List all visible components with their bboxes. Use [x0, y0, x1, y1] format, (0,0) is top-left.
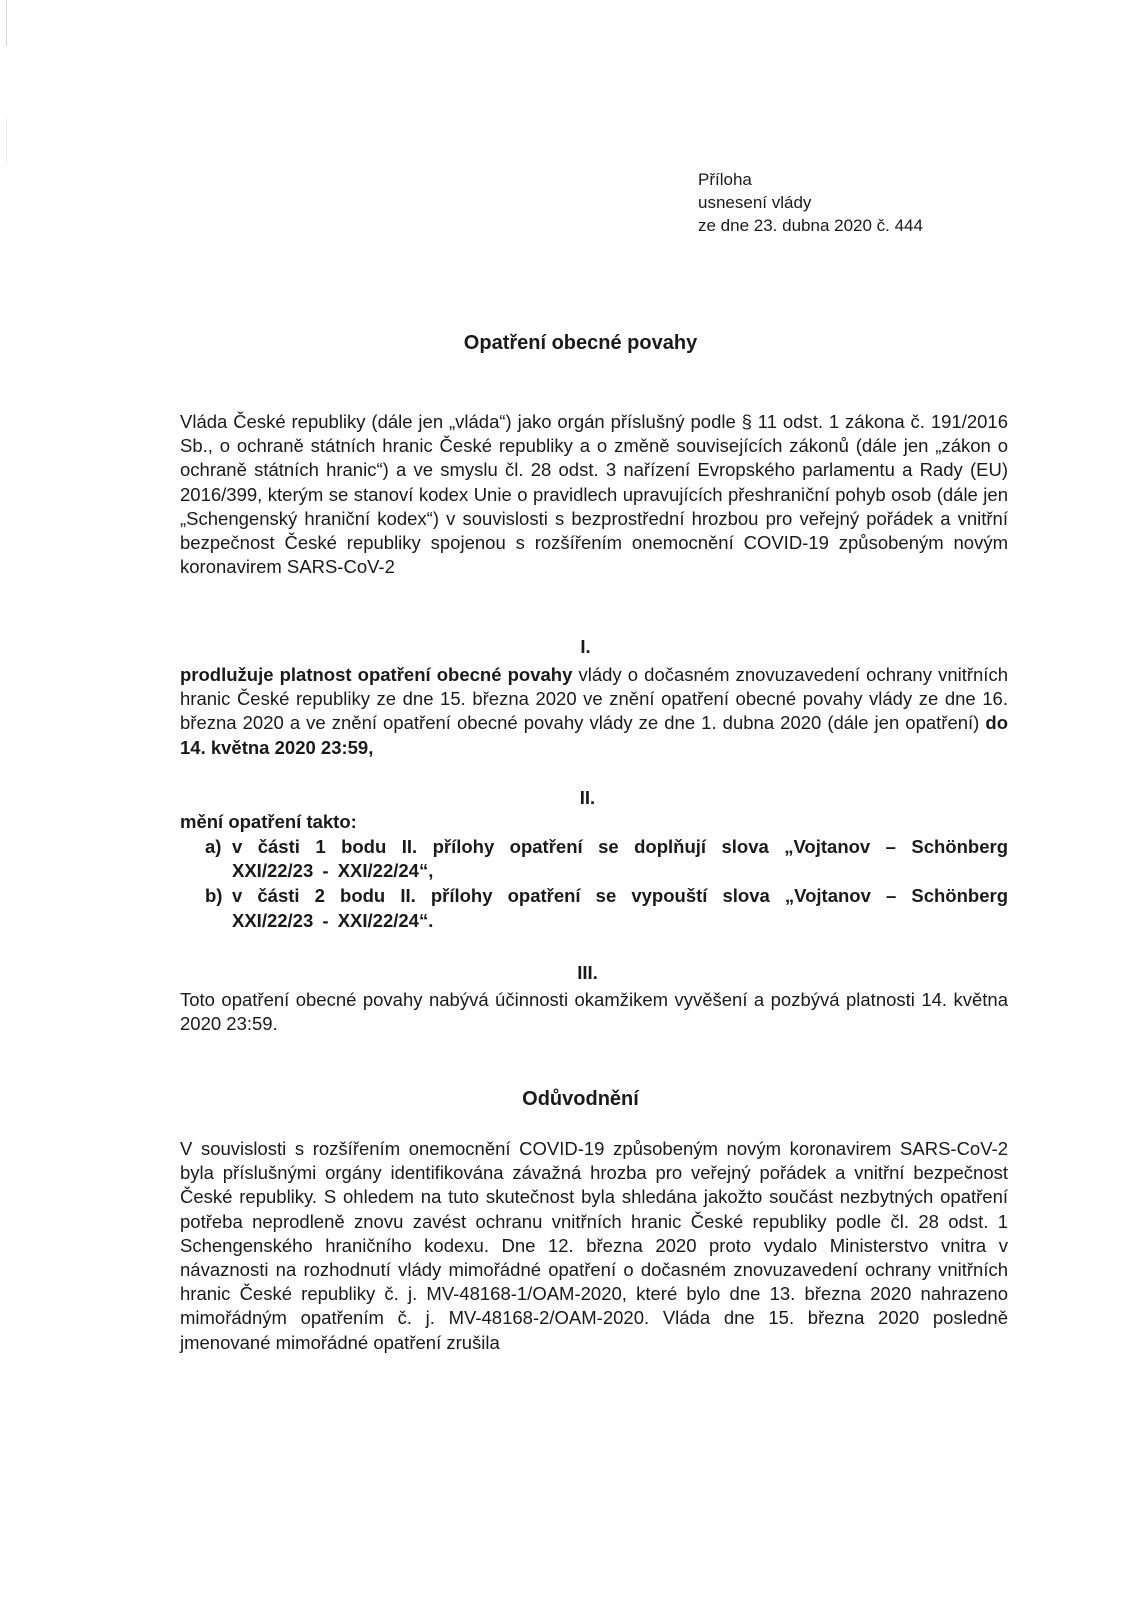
- section-number: I.: [580, 636, 591, 657]
- list-item: [205, 835, 1008, 883]
- section-number: III.: [577, 962, 598, 983]
- section-number: II.: [579, 787, 596, 808]
- section-3-paragraph: Toto opatření obecné povahy nabývá účinnosti okamžikem vyvěšení a pozbývá platnosti 14. května 2020 23:59.: [180, 989, 1008, 1035]
- scan-artifact: [6, 0, 7, 46]
- list-item: [205, 884, 1008, 932]
- document-title: Opatření obecné povahy: [463, 332, 698, 354]
- list-item-text: v části 1 bodu II. přílohy opatření se doplňují slova „Vojtanov – Schönberg XXI/22/23 - XXI/22/24“,: [232, 836, 1008, 882]
- annex-header: [698, 168, 923, 237]
- scan-artifact: [6, 118, 7, 164]
- justification-title: Odůvodnění: [522, 1088, 639, 1110]
- annex-header-line: Příloha: [698, 170, 752, 189]
- section-1-body: vlády o dočasném znovuzavedení ochrany vnitřních hranic České republiky ze dne 15. března 2020 ve znění opatření obecné povahy vlády ze dne 16. března 2020 a ve znění opatření obecné povahy vlády ze dne 1. dubna 2020 (dále jen opatření): [180, 664, 1008, 734]
- section-1-paragraph: [180, 663, 1008, 760]
- section-2-intro: mění opatření takto:: [180, 811, 357, 832]
- section-1-lead: prodlužuje platnost opatření obecné povahy: [180, 664, 573, 685]
- annex-header-line: usnesení vlády: [698, 193, 812, 212]
- section-1-deadline: do 14. května 2020 23:59,: [180, 712, 1008, 758]
- amendment-list: [205, 835, 1008, 934]
- list-marker: b): [205, 885, 223, 907]
- justification-paragraph: V souvislosti s rozšířením onemocnění COVID-19 způsobeným novým koronavirem SARS-CoV-2 byla příslušnými orgány identifikována závažná hrozba pro veřejný pořádek a vnitřní bezpečnost České republiky. S ohledem na tuto skutečnost byla shledána jakožto součást nezbytných opatření potřeba neprodleně znovu zavést ochranu vnitřních hranic České republiky podle čl. 28 odst. 1 Schengenského hraničního kodexu. Dne 12. března 2020 proto vydalo Ministerstvo vnitra v návaznosti na rozhodnutí vlády mimořádné opatření o dočasném znovuzavedení ochrany vnitřních hranic České republiky č. j. MV-48168-1/OAM-2020, které bylo dne 13. března 2020 nahrazeno mimořádným opatřením č. j. MV-48168-2/OAM-2020. Vláda dne 15. března 2020 posledně jmenované mimořádné opatření zrušila: [180, 1138, 1008, 1353]
- list-item-text: v části 2 bodu II. přílohy opatření se vypouští slova „Vojtanov – Schönberg XXI/22/23 - XXI/22/24“.: [232, 885, 1008, 931]
- list-marker: a): [205, 836, 222, 857]
- annex-header-line: ze dne 23. dubna 2020 č. 444: [698, 216, 923, 235]
- preamble-paragraph: Vláda České republiky (dále jen „vláda“) jako orgán příslušný podle § 11 odst. 1 zákona č. 191/2016 Sb., o ochraně státních hranic České republiky a o změně souvisejících zákonů (dále jen „zákon o ochraně státních hranic“) a ve smyslu čl. 28 odst. 3 nařízení Evropského parlamentu a Rady (EU) 2016/399, kterým se stanoví kodex Unie o pravidlech upravujících přeshraniční pohyb osob (dále jen „Schengenský hraniční kodex“) v souvislosti s bezprostřední hrozbou pro veřejný pořádek a vnitřní bezpečnost České republiky spojenou s rozšířením onemocnění COVID-19 způsobeným novým koronavirem SARS-CoV-2: [180, 411, 1008, 578]
